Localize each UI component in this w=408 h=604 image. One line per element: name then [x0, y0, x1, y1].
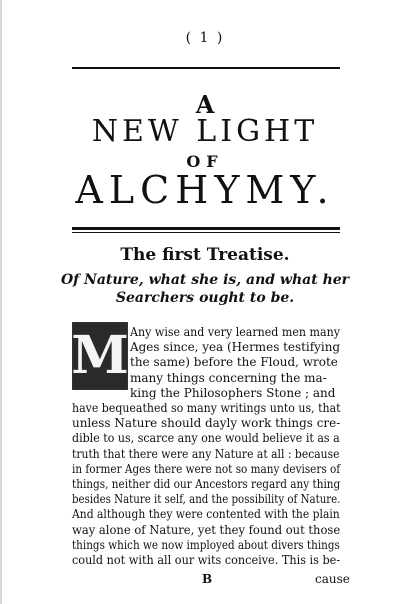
title-line-of: OF: [186, 152, 224, 171]
body-line: And although they were contented with the plain: [72, 507, 340, 522]
body-line: things which we now imployed about divers things: [72, 537, 340, 552]
treatise-subtitle-line-1: Of Nature, what she is, and what her: [60, 272, 350, 288]
body-line: Any wise and very learned men many: [130, 325, 340, 339]
body-line: things, neither did our Ancestors regard any thing: [72, 477, 341, 491]
dropcap-letter: M: [71, 325, 129, 386]
treatise-subtitle-line-2: Searchers ought to be.: [115, 290, 295, 306]
body-line: king the Philosophers Stone ; and: [130, 385, 336, 400]
decorated-dropcap: [72, 322, 128, 390]
body-line: Ages since, yea (Hermes testifying: [130, 340, 341, 355]
title-rule-thin: [72, 232, 340, 233]
body-line: truth that there were any Nature at all : because: [72, 446, 340, 461]
body-line: could not with all our wits conceive. This is be-: [72, 553, 341, 567]
body-line: many things concerning the ma-: [130, 370, 327, 385]
body-line: in former Ages there were not so many devisers of: [72, 461, 341, 476]
body-line: dible to us, scarce any one would believe it as a: [72, 431, 340, 446]
signature-mark: B: [202, 572, 213, 586]
title-rule-thick: [72, 227, 340, 230]
body-line: besides Nature it self, and the possibility of Nature.: [72, 492, 341, 507]
title-line-a: A: [195, 90, 215, 119]
treatise-heading: The first Treatise.: [120, 245, 290, 265]
body-line: have bequeathed so many writings unto us, that: [72, 401, 341, 415]
body-line: unless Nature should dayly work things cre-: [72, 416, 341, 431]
body-line: way alone of Nature, yet they found out those: [72, 522, 341, 537]
catchword: cause: [315, 572, 350, 586]
page-number: ( 1 ): [185, 30, 225, 46]
title-line-new-light: NEW LIGHT: [91, 114, 319, 149]
title-line-alchymy: ALCHYMY.: [75, 168, 335, 212]
body-line: the same) before the Floud, wrote: [130, 355, 338, 370]
top-rule: [72, 67, 340, 69]
